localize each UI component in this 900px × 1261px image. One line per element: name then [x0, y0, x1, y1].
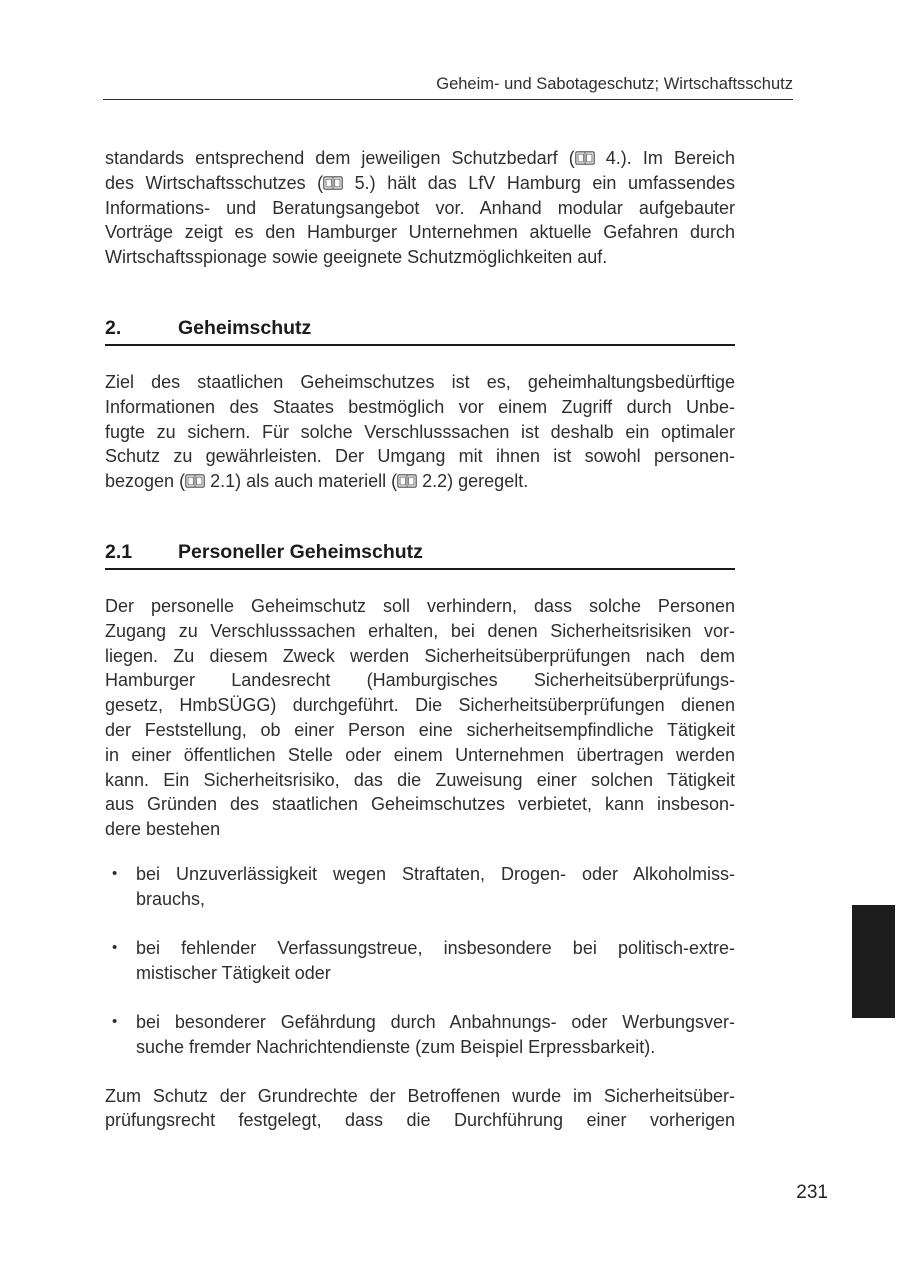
text-line: bezogen ( 2.1) als auch materiell ( 2.2) geregelt.: [105, 471, 529, 492]
text-line: Hamburger Landesrecht (Hamburgisches Sicherheitsüberprüfungs-: [105, 670, 735, 691]
section-heading: [105, 541, 735, 570]
book-reference-icon: [575, 151, 595, 165]
section-heading: [105, 317, 735, 346]
page-number: 231: [796, 1182, 828, 1203]
text-line: gesetz, HmbSÜGG) durchgeführt. Die Sicherheitsüberprüfungen dienen: [105, 695, 735, 716]
bullet-list-item: [105, 1010, 735, 1060]
text-line: Schutz zu gewährleisten. Der Umgang mit ihnen ist sowohl personen-: [105, 446, 735, 467]
text-line: dere bestehen: [105, 819, 221, 840]
text-line: kann. Ein Sicherheitsrisiko, das die Zuweisung einer solchen Tätigkeit: [105, 769, 735, 790]
bullet-list: [105, 862, 735, 1060]
text-line: aus Gründen des staatlichen Geheimschutzes verbietet, kann insbeson-: [105, 794, 735, 815]
book-reference-icon: [397, 474, 417, 488]
heading-number: 2.1: [105, 540, 133, 563]
paragraph: [105, 370, 735, 494]
header-rule: [103, 99, 793, 100]
text-line: Ziel des staatlichen Geheimschutzes ist es, geheimhaltungsbedürftige: [105, 371, 735, 392]
bullet-text: [136, 1010, 735, 1060]
text-line: Informationen des Staates bestmöglich vor einem Zugriff durch Unbe-: [105, 396, 735, 417]
text-line: Informations- und Beratungsangebot vor. Anhand modular aufgebauter: [105, 197, 735, 218]
text-line: bei fehlender Verfassungstreue, insbesondere bei politisch-extre-: [136, 937, 735, 958]
text-line: Wirtschaftsspionage sowie geeignete Schutzmöglichkeiten auf.: [105, 247, 608, 268]
running-header-title: Geheim- und Sabotageschutz; Wirtschaftsschutz: [436, 75, 793, 93]
text-line: Vorträge zeigt es den Hamburger Unternehmen aktuelle Gefahren durch: [105, 222, 735, 243]
text-line: des Wirtschaftsschutzes ( 5.) hält das LfV Hamburg ein umfassendes: [105, 172, 736, 193]
text-line: brauchs,: [136, 888, 206, 909]
text-line: Der personelle Geheimschutz soll verhindern, dass solche Personen: [105, 595, 735, 616]
bullet-marker-icon: •: [112, 1012, 118, 1030]
heading-title: Geheimschutz: [178, 316, 312, 339]
text-line: bei Unzuverlässigkeit wegen Straftaten, Drogen- oder Alkoholmiss-: [136, 863, 735, 884]
text-line: in einer öffentlichen Stelle oder einem Unternehmen übertragen werden: [105, 744, 735, 765]
text-line: Zugang zu Verschlusssachen erhalten, bei denen Sicherheitsrisiken vor-: [105, 620, 735, 641]
text-line: suche fremder Nachrichtendienste (zum Beispiel Erpressbarkeit).: [136, 1036, 656, 1057]
heading-title: Personeller Geheimschutz: [178, 540, 423, 563]
text-line: bei besonderer Gefährdung durch Anbahnungs- oder Werbungsver-: [136, 1011, 735, 1032]
text-line: mistischer Tätigkeit oder: [136, 962, 331, 983]
text-line: der Feststellung, ob einer Person eine sicherheitsempfindliche Tätigkeit: [105, 719, 735, 740]
bullet-list-item: [105, 862, 735, 912]
text-line: Zum Schutz der Grundrechte der Betroffenen wurde im Sicherheitsüber-: [105, 1085, 735, 1106]
text-line: standards entsprechend dem jeweiligen Schutzbedarf ( 4.). Im Bereich: [105, 148, 735, 168]
bullet-text: [136, 862, 735, 912]
bullet-text: [136, 936, 735, 986]
bullet-list-item: [105, 936, 735, 986]
bullet-marker-icon: •: [112, 938, 118, 956]
bullet-marker-icon: •: [112, 864, 118, 882]
text-line: fugte zu sichern. Für solche Verschlusssachen ist deshalb ein optimaler: [105, 421, 735, 442]
heading-number: 2.: [105, 316, 122, 339]
book-reference-icon: [323, 176, 343, 190]
paragraph: [105, 594, 735, 842]
paragraph: [105, 1084, 735, 1134]
book-reference-icon: [185, 474, 205, 488]
text-line: prüfungsrecht festgelegt, dass die Durchführung einer vorherigen: [105, 1110, 735, 1131]
paragraph: [105, 146, 735, 270]
page-content: [105, 146, 735, 1133]
chapter-tab-marker: [852, 905, 895, 1018]
text-line: liegen. Zu diesem Zweck werden Sicherheitsüberprüfungen nach dem: [105, 645, 735, 666]
